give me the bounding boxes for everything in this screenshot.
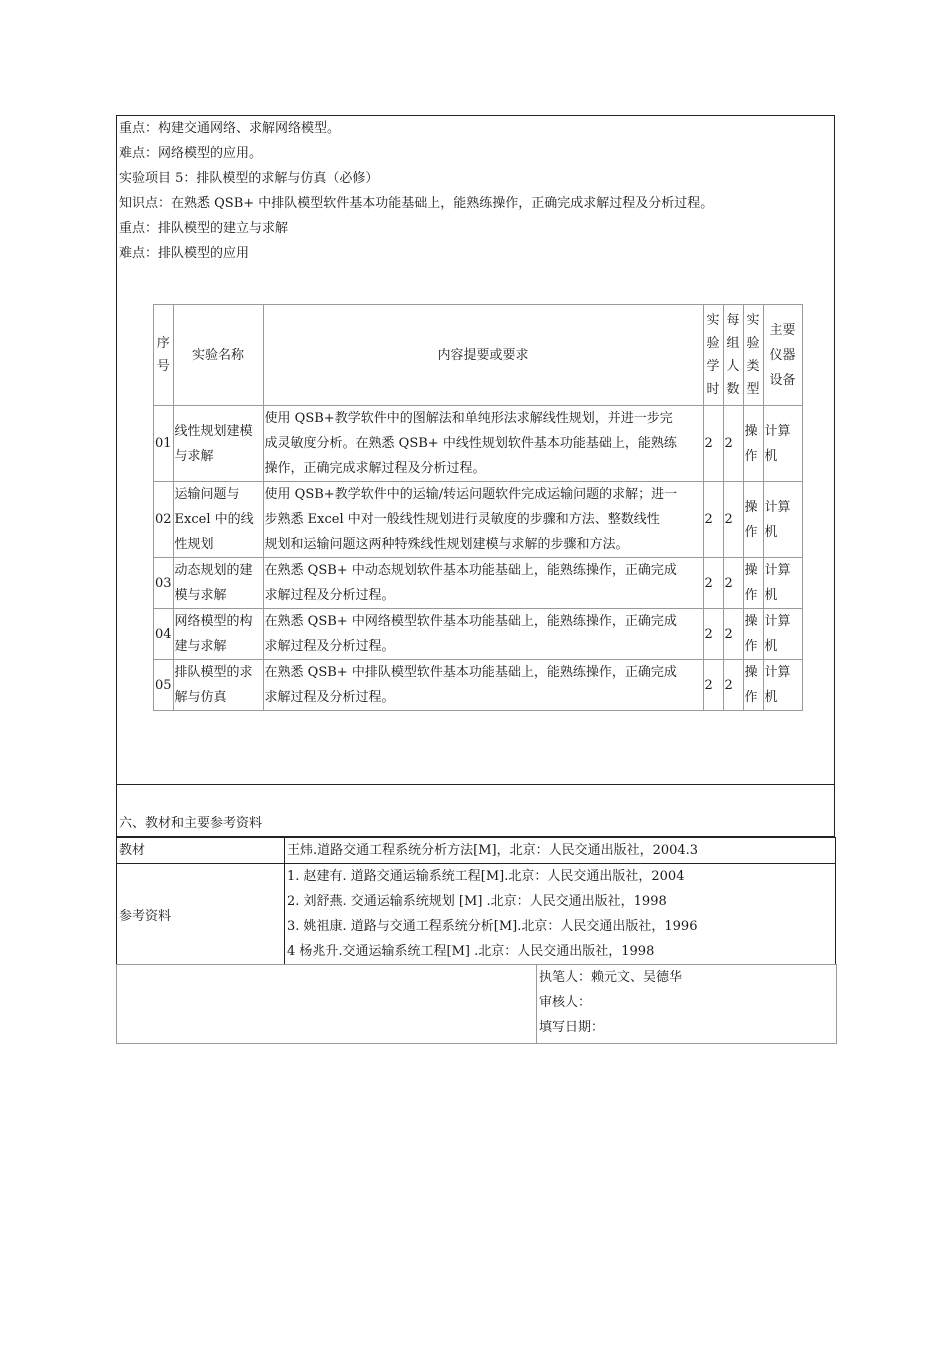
row-hours: 2 [703, 406, 723, 482]
signoff-table [116, 964, 837, 1044]
row-equip [763, 558, 802, 609]
table-row [154, 406, 803, 482]
row-type [743, 558, 763, 609]
date-line: 填写日期： [539, 1020, 605, 1035]
row-content-line: 求解过程及分析过程。 [264, 588, 395, 603]
reference-table [116, 837, 836, 965]
row-name-line: 线性规划建模 [174, 423, 253, 439]
row-name-line: 模与求解 [174, 588, 227, 603]
reviewer-line: 审核人： [539, 995, 592, 1010]
intro-line-knowledge: 知识点：在熟悉 QSB+ 中排队模型软件基本功能基础上，能熟练操作，正确完成求解过程及分析过程。 [119, 196, 714, 211]
row-content-line: 操作，正确完成求解过程及分析过程。 [264, 461, 486, 476]
row-equip-line: 计算 [764, 499, 791, 515]
header-content: 内容提要或要求 [263, 305, 703, 406]
row-type-line: 作 [744, 524, 758, 540]
row-content-line: 在熟悉 QSB+ 中网络模型软件基本功能基础上，能熟练操作，正确完成 [264, 614, 677, 629]
row-equip-line: 计算 [764, 614, 791, 629]
row-content-line: 成灵敏度分析。在熟悉 QSB+ 中线性规划软件基本功能基础上，能熟练 [264, 436, 677, 451]
writer-line: 执笔人：赖元文、吴德华 [539, 970, 683, 985]
experiment-table [153, 304, 803, 711]
experiment-section [116, 115, 835, 785]
row-no: 04 [154, 609, 174, 660]
row-name [173, 660, 263, 711]
row-type [743, 406, 763, 482]
header-type [743, 305, 763, 406]
row-content [263, 482, 703, 558]
signoff-blank [117, 965, 537, 1044]
row-type-line: 操 [744, 665, 758, 680]
reference-item: 1. 赵建有. 道路交通运输系统工程[M].北京：人民交通出版社，2004 [287, 869, 685, 884]
textbook-row [117, 838, 836, 864]
reference-item: 4 杨兆升.交通运输系统工程[M] .北京：人民交通出版社，1998 [287, 944, 655, 959]
row-group: 2 [723, 558, 743, 609]
section-six-title: 六、教材和主要参考资料 [119, 816, 263, 831]
row-equip-line: 计算 [764, 563, 791, 578]
row-type-line: 作 [744, 588, 758, 603]
row-name-line: 网络模型的构 [174, 614, 253, 629]
row-no: 03 [154, 558, 174, 609]
row-content-line: 在熟悉 QSB+ 中排队模型软件基本功能基础上，能熟练操作，正确完成 [264, 665, 677, 680]
header-equip [763, 305, 802, 406]
row-content-line: 使用 QSB+教学软件中的图解法和单纯形法求解线性规划，并进一步完 [264, 411, 673, 426]
row-equip [763, 660, 802, 711]
experiment-table-body [154, 406, 803, 711]
header-no [154, 305, 174, 406]
table-row [154, 558, 803, 609]
signoff-cell [537, 965, 837, 1044]
references-label: 参考资料 [117, 864, 285, 965]
row-name-line: 与求解 [174, 448, 214, 464]
row-name [173, 609, 263, 660]
intro-line-key-point: 重点：构建交通网络、求解网络模型。 [119, 121, 341, 136]
header-no-label: 序号 [156, 336, 170, 374]
row-content-line: 步熟悉 Excel 中对一般线性规划进行灵敏度的步骤和方法、整数线性 [264, 512, 660, 527]
row-group: 2 [723, 482, 743, 558]
row-type-line: 作 [744, 448, 758, 464]
row-name [173, 558, 263, 609]
row-hours: 2 [703, 558, 723, 609]
header-name: 实验名称 [173, 305, 263, 406]
row-type-line: 操 [744, 423, 758, 439]
row-content-line: 在熟悉 QSB+ 中动态规划软件基本功能基础上，能熟练操作，正确完成 [264, 563, 677, 578]
row-type-line: 操 [744, 499, 758, 515]
row-name-line: 解与仿真 [174, 690, 227, 705]
row-group: 2 [723, 406, 743, 482]
row-name-line: Excel 中的线 [174, 512, 254, 527]
row-type [743, 660, 763, 711]
row-equip [763, 482, 802, 558]
reference-item: 3. 姚祖康. 道路与交通工程系统分析[M].北京：人民交通出版社，1996 [287, 919, 698, 934]
table-row [154, 609, 803, 660]
row-content-line: 使用 QSB+教学软件中的运输/转运问题软件完成运输问题的求解；进一 [264, 487, 678, 502]
row-content [263, 406, 703, 482]
row-name-line: 动态规划的建 [174, 563, 253, 578]
row-equip-line: 机 [764, 639, 778, 654]
references-row [117, 864, 836, 965]
row-no: 02 [154, 482, 174, 558]
row-type-line: 作 [744, 639, 758, 654]
intro-line-difficulty-5: 难点：排队模型的应用 [119, 246, 250, 261]
reference-item: 2. 刘舒燕. 交通运输系统规划 [M] .北京：人民交通出版社，1998 [287, 894, 667, 909]
row-name-line: 建与求解 [174, 639, 227, 654]
row-name [173, 406, 263, 482]
table-row [154, 660, 803, 711]
row-equip [763, 609, 802, 660]
row-content [263, 609, 703, 660]
row-type [743, 609, 763, 660]
row-hours: 2 [703, 609, 723, 660]
row-no: 05 [154, 660, 174, 711]
row-name [173, 482, 263, 558]
row-equip-line: 计算 [764, 423, 791, 439]
row-equip-line: 机 [764, 448, 778, 464]
row-equip [763, 406, 802, 482]
row-type-line: 操 [744, 614, 758, 629]
row-content-line: 求解过程及分析过程。 [264, 690, 395, 705]
row-content [263, 558, 703, 609]
header-group [723, 305, 743, 406]
row-equip-line: 计算 [764, 665, 791, 680]
row-group: 2 [723, 609, 743, 660]
row-name-line: 排队模型的求 [174, 665, 253, 680]
intro-line-difficulty: 难点：网络模型的应用。 [119, 146, 263, 161]
table-row [154, 482, 803, 558]
references-list [285, 864, 836, 965]
section-six-header [116, 785, 835, 837]
textbook-value: 王炜.道路交通工程系统分析方法[M]，北京：人民交通出版社，2004.3 [285, 838, 836, 864]
row-name-line: 运输问题与 [174, 487, 240, 502]
row-type-line: 作 [744, 690, 758, 705]
row-equip-line: 机 [764, 690, 778, 705]
header-group-label: 每组人数 [726, 313, 740, 397]
row-equip-line: 机 [764, 588, 778, 603]
row-name-line: 性规划 [174, 537, 214, 552]
header-type-label: 实验类型 [746, 313, 760, 397]
row-content-line: 规划和运输问题这两种特殊线性规划建模与求解的步骤和方法。 [264, 537, 629, 552]
row-content [263, 660, 703, 711]
row-hours: 2 [703, 482, 723, 558]
row-content-line: 求解过程及分析过程。 [264, 639, 395, 654]
row-type-line: 操 [744, 563, 758, 578]
header-hours-label: 实验学时 [706, 313, 720, 397]
table-header-row [154, 305, 803, 406]
row-hours: 2 [703, 660, 723, 711]
intro-line-project5: 实验项目 5：排队模型的求解与仿真（必修） [119, 171, 379, 186]
intro-line-key-point-5: 重点：排队模型的建立与求解 [119, 221, 289, 236]
row-equip-line: 机 [764, 524, 778, 540]
header-equip-label: 主要仪器设备 [769, 322, 796, 388]
row-no: 01 [154, 406, 174, 482]
row-type [743, 482, 763, 558]
header-hours [703, 305, 723, 406]
textbook-label: 教材 [117, 838, 285, 864]
row-group: 2 [723, 660, 743, 711]
